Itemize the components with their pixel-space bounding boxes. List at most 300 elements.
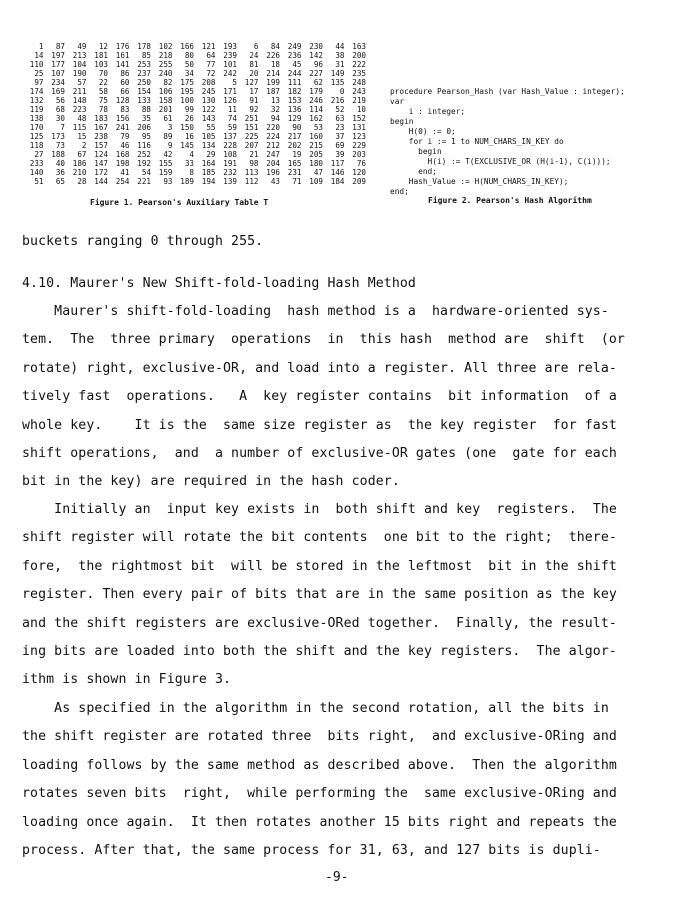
figure1-table-container [22,42,366,186]
table-cell: 105 [201,132,216,141]
table-cell: 83 [120,105,130,114]
table-cell: 53 [313,123,323,132]
table-cell: 55 [206,123,216,132]
table-cell: 140 [29,168,44,177]
table-cell: 219 [352,96,366,105]
table-cell: 194 [201,177,216,186]
table-cell: 249 [287,42,302,51]
code-line: Hash_Value := H(NUM_CHARS_IN_KEY); [390,177,569,186]
table-cell: 91 [249,96,259,105]
paragraph-line: shift register will rotate the bit contents one bit to the right; there- [22,530,617,546]
table-cell: 191 [223,159,237,168]
table-cell: 152 [352,114,366,123]
table-cell: 189 [180,177,194,186]
table-cell: 206 [137,123,151,132]
table-cell: 70 [98,69,108,78]
table-cell: 146 [330,168,345,177]
table-row [22,150,366,159]
table-cell: 198 [115,159,130,168]
table-cell: 27 [34,150,44,159]
paragraph-line: ing bits are loaded into both the shift and the key registers. The algor- [22,644,617,659]
table-cell: 28 [77,177,87,186]
table-cell: 29 [206,150,216,159]
table-cell: 254 [115,177,130,186]
table-cell: 30 [55,114,65,123]
table-cell: 208 [201,78,216,87]
table-cell: 167 [94,123,108,132]
page-number: -9- [325,870,349,885]
table-cell: 4 [189,150,194,159]
table-cell: 31 [335,60,345,69]
paragraph-line: Initially an input key exists in both shift and key registers. The [22,502,617,517]
table-cell: 77 [206,60,216,69]
table-cell: 114 [309,105,323,114]
paragraph-line: Maurer's shift-fold-loading hash method is a hardware-oriented sys- [22,304,609,319]
table-cell: 227 [309,69,323,78]
table-row [22,159,366,168]
table-cell: 173 [51,132,65,141]
table-cell: 169 [51,87,65,96]
code-line: begin [390,147,442,156]
table-cell: 248 [352,78,366,87]
code-line: var [390,97,405,106]
table-cell: 101 [223,60,237,69]
table-cell: 205 [309,150,323,159]
table-cell: 252 [137,150,151,159]
table-cell: 192 [137,159,151,168]
paragraph-line: loading follows by the same method as described above. Then the algorithm [22,757,617,773]
table-row [22,114,366,123]
table-cell: 112 [244,177,259,186]
table-cell: 106 [158,87,173,96]
table-cell: 177 [51,60,65,69]
table-cell: 136 [287,105,302,114]
table-row [22,123,366,132]
table-cell: 49 [77,42,87,51]
table-cell: 220 [266,123,280,132]
table-cell: 52 [335,105,345,114]
table-cell: 221 [137,177,151,186]
table-cell: 47 [313,168,323,177]
table-row [22,168,366,177]
table-cell: 180 [309,159,323,168]
table-cell: 38 [335,51,345,60]
table-cell: 67 [77,150,87,159]
table-cell: 32 [270,105,280,114]
table-cell: 179 [309,87,323,96]
table-cell: 197 [51,51,65,60]
table-cell: 57 [77,78,87,87]
table-cell: 200 [352,51,366,60]
table-cell: 131 [352,123,366,132]
table-cell: 71 [292,177,302,186]
table-cell: 13 [270,96,280,105]
table-cell: 40 [55,159,65,168]
table-cell: 141 [115,60,130,69]
table-cell: 223 [72,105,87,114]
table-cell: 118 [29,141,44,150]
table-cell: 45 [292,60,302,69]
table-cell: 51 [34,177,44,186]
table-cell: 46 [120,141,130,150]
table-cell: 218 [158,51,173,60]
table-cell: 59 [227,123,237,132]
table-cell: 210 [72,168,87,177]
table-cell: 224 [266,132,280,141]
table-cell: 44 [335,42,345,51]
table-cell: 24 [249,51,259,60]
table-cell: 155 [158,159,173,168]
table-cell: 212 [266,141,280,150]
table-cell: 128 [115,96,130,105]
table-cell: 96 [313,60,323,69]
table-cell: 170 [29,123,44,132]
table-cell: 78 [98,105,108,114]
table-cell: 1 [38,42,44,51]
table-cell: 48 [77,114,87,123]
table-cell: 68 [55,105,65,114]
table-cell: 41 [120,168,130,177]
table-cell: 103 [94,60,108,69]
table-cell: 129 [287,114,302,123]
table-cell: 149 [330,69,345,78]
table-cell: 246 [309,96,323,105]
table-cell: 97 [34,78,44,87]
table-cell: 139 [223,177,237,186]
table-cell: 54 [141,168,151,177]
paragraph-line: As specified in the algorithm in the second rotation, all the bits in [22,701,609,716]
table-cell: 171 [223,87,237,96]
table-cell: 135 [330,78,345,87]
table-cell: 216 [330,96,345,105]
table-cell: 80 [184,51,194,60]
table-cell: 102 [158,42,173,51]
table-cell: 121 [201,42,216,51]
table-cell: 253 [137,60,151,69]
table-cell: 160 [309,132,323,141]
table-cell: 111 [287,78,302,87]
paragraph-line: rotates seven bits right, while performing the same exclusive-ORing and [22,786,617,802]
table-cell: 23 [335,123,345,132]
table-cell: 184 [330,177,345,186]
table-cell: 8 [189,168,194,177]
code-line: H(0) := 0; [390,127,456,136]
table-cell: 94 [270,114,280,123]
table-cell: 250 [137,78,151,87]
table-cell: 7 [60,123,65,132]
table-cell: 130 [201,96,216,105]
table-cell: 73 [55,141,65,150]
table-cell: 50 [184,60,194,69]
table-cell: 115 [72,123,87,132]
code-line: end; [390,187,409,196]
table-cell: 124 [94,150,108,159]
table-row [22,96,366,105]
table-cell: 182 [287,87,302,96]
table-cell: 229 [352,141,366,150]
table-cell: 188 [51,150,65,159]
table-cell: 18 [270,60,280,69]
table-cell: 143 [201,114,216,123]
table-cell: 196 [266,168,280,177]
table-cell: 201 [158,105,173,114]
table-cell: 158 [158,96,173,105]
paragraph-line: and the shift registers are exclusive-ORed together. Finally, the result- [22,615,617,631]
table-cell: 153 [287,96,302,105]
table-cell: 6 [253,42,259,51]
table-cell: 138 [29,114,44,123]
table-cell: 154 [137,87,151,96]
table-cell: 120 [352,168,366,177]
table-cell: 133 [137,96,151,105]
table-row [22,69,366,78]
table-cell: 183 [94,114,108,123]
table-cell: 232 [223,168,237,177]
table-cell: 204 [266,159,280,168]
table-cell: 89 [163,132,173,141]
table-cell: 142 [309,51,323,60]
table-cell: 211 [72,87,87,96]
paragraph-line: rotate) right, exclusive-OR, and load into a register. All three are rela- [22,360,617,376]
paragraph-line: shift operations, and a number of exclusive-OR gates (one gate for each [22,446,617,461]
table-cell: 36 [55,168,65,177]
table-cell: 162 [309,114,323,123]
table-cell: 185 [201,168,216,177]
figure2-caption: Figure 2. Pearson's Hash Algorithm [428,196,592,205]
table-cell: 247 [266,150,280,159]
table-cell: 213 [72,51,87,60]
table-cell: 42 [163,150,173,159]
table-cell: 215 [309,141,323,150]
table-cell: 116 [137,141,151,150]
table-cell: 5 [232,78,237,87]
table-cell: 87 [55,42,65,51]
table-cell: 134 [201,141,216,150]
table-cell: 3 [167,123,173,132]
table-cell: 0 [339,87,345,96]
table-cell: 144 [94,177,108,186]
table-cell: 166 [180,42,194,51]
table-cell: 107 [51,69,65,78]
table-cell: 26 [184,114,194,123]
table-cell: 127 [244,78,259,87]
table-cell: 100 [180,96,194,105]
table-cell: 244 [287,69,302,78]
table-cell: 75 [98,96,108,105]
paragraph-line: loading once again. It then rotates another 15 bits right and repeats the [22,814,617,830]
table-cell: 104 [72,60,87,69]
table-cell: 147 [94,159,108,168]
table-cell: 79 [120,132,130,141]
table-cell: 234 [51,78,65,87]
table-cell: 21 [249,150,259,159]
table-cell: 209 [352,177,366,186]
table-cell: 126 [223,96,237,105]
table-cell: 145 [180,141,194,150]
table-cell: 34 [184,69,194,78]
table-cell: 113 [244,168,259,177]
table-cell: 66 [120,87,130,96]
table-cell: 92 [249,105,259,114]
table-cell: 156 [115,114,130,123]
table-cell: 181 [94,51,108,60]
table-cell: 231 [287,168,302,177]
table-cell: 202 [287,141,302,150]
table-cell: 151 [244,123,259,132]
table-cell: 35 [141,114,151,123]
table-cell: 168 [115,150,130,159]
table-cell: 86 [120,69,130,78]
table-cell: 241 [115,123,130,132]
table-cell: 235 [352,69,366,78]
table-row [22,60,366,69]
table-cell: 132 [29,96,44,105]
table-cell: 203 [352,150,366,159]
table-cell: 159 [158,168,173,177]
table-row [22,78,366,87]
table-cell: 137 [223,132,237,141]
table-cell: 172 [94,168,108,177]
table-cell: 236 [287,51,302,60]
pearson-hash-code [390,87,625,197]
table-cell: 217 [287,132,302,141]
table-cell: 63 [335,114,345,123]
table-cell: 2 [81,141,87,150]
table-cell: 245 [201,87,216,96]
table-cell: 222 [352,60,366,69]
table-cell: 99 [184,105,194,114]
table-cell: 90 [292,123,302,132]
table-cell: 174 [29,87,44,96]
table-cell: 161 [115,51,130,60]
figure1-caption: Figure 1. Pearson's Auxiliary Table T [90,198,269,207]
table-cell: 237 [137,69,151,78]
table-cell: 81 [249,60,259,69]
table-cell: 12 [98,42,108,51]
table-cell: 165 [287,159,302,168]
paragraph-line: bit in the key) are required in the hash coder. [22,474,400,490]
table-cell: 65 [55,177,65,186]
table-cell: 164 [201,159,216,168]
table-cell: 109 [309,177,323,186]
table-cell: 76 [356,159,366,168]
table-cell: 225 [244,132,259,141]
code-line: procedure Pearson_Hash (var Hash_Value : integer); [390,87,625,96]
table-cell: 98 [249,159,259,168]
table-cell: 61 [163,114,173,123]
code-line: end; [390,167,437,176]
table-row [22,141,366,150]
table-cell: 58 [98,87,108,96]
table-cell: 43 [270,177,280,186]
table-cell: 228 [223,141,237,150]
paragraph-line: register. Then every pair of bits that are in the same position as the key [22,587,617,603]
table-cell: 17 [249,87,259,96]
table-cell: 19 [292,150,302,159]
table-cell: 214 [266,69,280,78]
table-cell: 93 [163,177,173,186]
section-heading: 4.10. Maurer's New Shift-fold-loading Hash Method [22,276,416,291]
table-row [22,42,366,51]
code-line: begin [390,117,414,126]
table-cell: 37 [335,132,345,141]
paragraph-line: fore, the rightmost bit will be stored in the leftmost bit in the shift [22,558,617,574]
table-cell: 64 [206,51,216,60]
table-cell: 148 [72,96,87,105]
paragraph-line: tem. The three primary operations in this hash method are shift (or [22,332,625,348]
table-cell: 238 [94,132,108,141]
table-cell: 25 [34,69,44,78]
table-cell: 242 [223,69,237,78]
table-cell: 251 [244,114,259,123]
table-cell: 14 [34,51,44,60]
table-cell: 150 [180,123,194,132]
lead-line: buckets ranging 0 through 255. [22,234,264,249]
table-cell: 9 [167,141,173,150]
table-cell: 157 [94,141,108,150]
code-line: H(i) := T(EXCLUSIVE_OR (H(i-1), C(i))); [390,157,611,166]
table-cell: 88 [141,105,151,114]
table-cell: 39 [335,150,345,159]
table-cell: 74 [227,114,237,123]
table-cell: 190 [72,69,87,78]
table-cell: 125 [29,132,44,141]
table-cell: 186 [72,159,87,168]
table-cell: 226 [266,51,280,60]
table-cell: 33 [184,159,194,168]
table-cell: 207 [244,141,259,150]
auxiliary-table-t [22,42,366,186]
table-cell: 239 [223,51,237,60]
table-cell: 15 [77,132,87,141]
table-cell: 95 [141,132,151,141]
table-cell: 117 [330,159,345,168]
table-cell: 230 [309,42,323,51]
table-cell: 240 [158,69,173,78]
table-row [22,132,366,141]
table-row [22,105,366,114]
paragraph-line: tively fast operations. A key register contains bit information of a [22,389,617,405]
table-cell: 82 [163,78,173,87]
code-line: i : integer; [390,107,466,116]
table-cell: 108 [223,150,237,159]
table-cell: 119 [29,105,44,114]
paragraph-line: the shift register are rotated three bits right, and exclusive-ORing and [22,729,617,745]
table-cell: 22 [98,78,108,87]
table-cell: 193 [223,42,237,51]
table-cell: 255 [158,60,173,69]
table-cell: 72 [206,69,216,78]
table-cell: 187 [266,87,280,96]
table-cell: 123 [352,132,366,141]
code-line: for i := 1 to NUM_CHARS_IN_KEY do [390,137,564,146]
table-cell: 84 [270,42,280,51]
table-cell: 11 [227,105,237,114]
table-row [22,177,366,186]
table-cell: 69 [335,141,345,150]
table-row [22,87,366,96]
table-cell: 10 [356,105,366,114]
paragraph-line: ithm is shown in Figure 3. [22,672,232,688]
table-cell: 56 [55,96,65,105]
table-cell: 60 [120,78,130,87]
table-cell: 243 [352,87,366,96]
paragraph-line: whole key. It is the same size register as the key register for fast [22,417,617,433]
table-cell: 110 [29,60,44,69]
table-cell: 122 [201,105,216,114]
table-cell: 85 [141,51,151,60]
table-cell: 176 [115,42,130,51]
